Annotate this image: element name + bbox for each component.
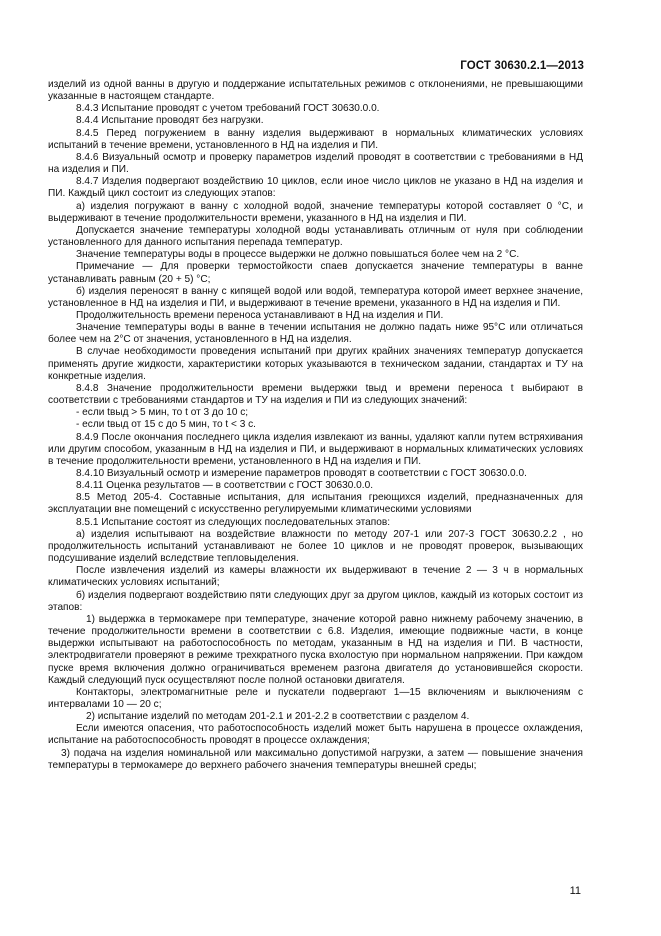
paragraph: б) изделия подвергают воздействию пяти следующих друг за другом циклов, каждый из которых состоит из этапов: <box>48 589 583 613</box>
paragraph: Допускается значение температуры холодной воды устанавливать отличным от нуля при соблюдении установленного для данного испытания перепада температур. <box>48 224 583 249</box>
paragraph: 8.4.8 Значение продолжительности времени выдержки tвыд и времени переноса t выбирают в соответствии с требованиями стандартов и ТУ на изделия и ПИ из следующих значений: <box>48 382 583 407</box>
paragraph: 8.4.5 Перед погружением в ванну изделия выдерживают в нормальных климатических условиях испытаний в течение времени, установленного в НД на изделия и ПИ. <box>48 127 583 151</box>
paragraph: - если tвыд > 5 мин, то t от 3 до 10 с; <box>76 407 249 419</box>
paragraph: 8.5.1 Испытание состоят из следующих последовательных этапов: <box>76 516 391 528</box>
paragraph: 8.4.7 Изделия подвергают воздействию 10 циклов, если иное число циклов не указано в НД на изделия и ПИ. Каждый цикл состоит из следующих этапов: <box>48 176 583 200</box>
paragraph: Если имеются опасения, что работоспособность изделий может быть нарушена в процессе охлаждения, испытание на работоспособность проводят в процессе охлаждения; <box>48 723 583 747</box>
paragraph: 8.4.4 Испытание проводят без нагрузки. <box>76 115 264 127</box>
body-text <box>48 79 583 772</box>
paragraph: изделий из одной ванны в другую и поддержание испытательных режимов с отклонениями, не превышающими указанные в настоящем стандарте. <box>48 79 583 103</box>
paragraph: б) изделия переносят в ванну с кипящей водой или водой, температура которой имеет верхнее значение, установленное в НД на изделия и ПИ, и выдерживают в течение времени, указанного в НД на изделия и ПИ. <box>48 285 583 309</box>
paragraph: а) изделия погружают в ванну с холодной водой, значение температуры которой составляет 0 °С, и выдерживают в течение продолжительности времени, указанного в НД на изделия и ПИ. <box>48 200 583 224</box>
paragraph: 3) подача на изделия номинальной или максимально допустимой нагрузки, а затем — повышение значения температуры в термокамере до верхнего рабочего значения температуры внешней среды; <box>48 747 583 771</box>
page-number: 11 <box>569 885 581 897</box>
paragraph: 8.4.6 Визуальный осмотр и проверку параметров изделий проводят в соответствии с требованиями в НД на изделия и ПИ. <box>48 151 583 176</box>
paragraph: 8.4.11 Оценка результатов — в соответствии с ГОСТ 30630.0.0. <box>76 480 374 492</box>
paragraph: 8.4.10 Визуальный осмотр и измерение параметров проводят в соответствии с ГОСТ 30630.0.0. <box>76 468 527 479</box>
paragraph: Примечание — Для проверки термостойкости спаев допускается значение температуры в ванне устанавливать равным (20 + 5) °С; <box>48 261 583 285</box>
paragraph: 1) выдержка в термокамере при температуре, значение которой равно нижнему рабочему значению, в течение продолжительности времени в соответствии с 6.8. Изделия, имеющие подвижные части, в конце выдержки испытывают на работоспособность по методам, указанным в НД на изделия и ПИ. В частности, электродвигатели проверяют в режиме трехкратного пуска вхолостую при нормальном напряжении. При каждом пуске время включения должно ограничиваться временем разгона двигателя до установившейся скорости. Каждый следующий пуск осуществляют после полной остановки двигателя. <box>48 613 583 686</box>
paragraph: Значение температуры воды в процессе выдержки не должно повышаться более чем на 2 °С. <box>76 249 520 261</box>
paragraph: - если tвыд от 15 с до 5 мин, то t < 3 с. <box>76 419 256 431</box>
paragraph: Продолжительность времени переноса устанавливают в НД на изделия и ПИ. <box>76 309 444 321</box>
paragraph: В случае необходимости проведения испытаний при других крайних значениях температур допускается применять другие жидкости, характеристики которых указываются в техническом задании, стандартах и ТУ на конкретные изделия. <box>48 346 583 382</box>
paragraph: 8.5 Метод 205-4. Составные испытания, для испытания греющихся изделий, предназначенных для эксплуатации вне помещений с искусственно регулируемыми климатическими условиями <box>48 492 583 516</box>
paragraph: 8.4.3 Испытание проводят с учетом требований ГОСТ 30630.0.0. <box>76 103 380 115</box>
paragraph: а) изделия испытывают на воздействие влажности по методу 207-1 или 207-3 ГОСТ 30630.2.2 , но продолжительность испытаний устанавливают не более 10 циклов и не проводят проверок, вызывающих подсушивание изделий вследствие тепловыделения. <box>48 528 583 565</box>
standard-designation: ГОСТ 30630.2.1—2013 <box>460 60 584 72</box>
paragraph: Контакторы, электромагнитные реле и пускатели подвергают 1—15 включениям и выключениям с интервалами 10 — 20 с; <box>48 686 583 710</box>
paragraph: После извлечения изделий из камеры влажности их выдерживают в течение 2 — 3 ч в нормальных климатических условиях испытаний; <box>48 565 583 589</box>
paragraph: 8.4.9 После окончания последнего цикла изделия извлекают из ванны, удаляют капли путем встряхивания или другим способом, указанным в НД на изделия и ПИ, и выдерживают в нормальных климатических условиях в течение продолжительности времени, установленного в НД на изделия и ПИ. <box>48 431 583 467</box>
paragraph: 2) испытание изделий по методам 201-2.1 и 201-2.2 в соответствии с разделом 4. <box>86 711 470 723</box>
paragraph: Значение температуры воды в ванне в течении испытания не должно падать ниже 95°С или отличаться более чем на 2°С от значения, установленного в НД на изделия. <box>48 322 583 346</box>
